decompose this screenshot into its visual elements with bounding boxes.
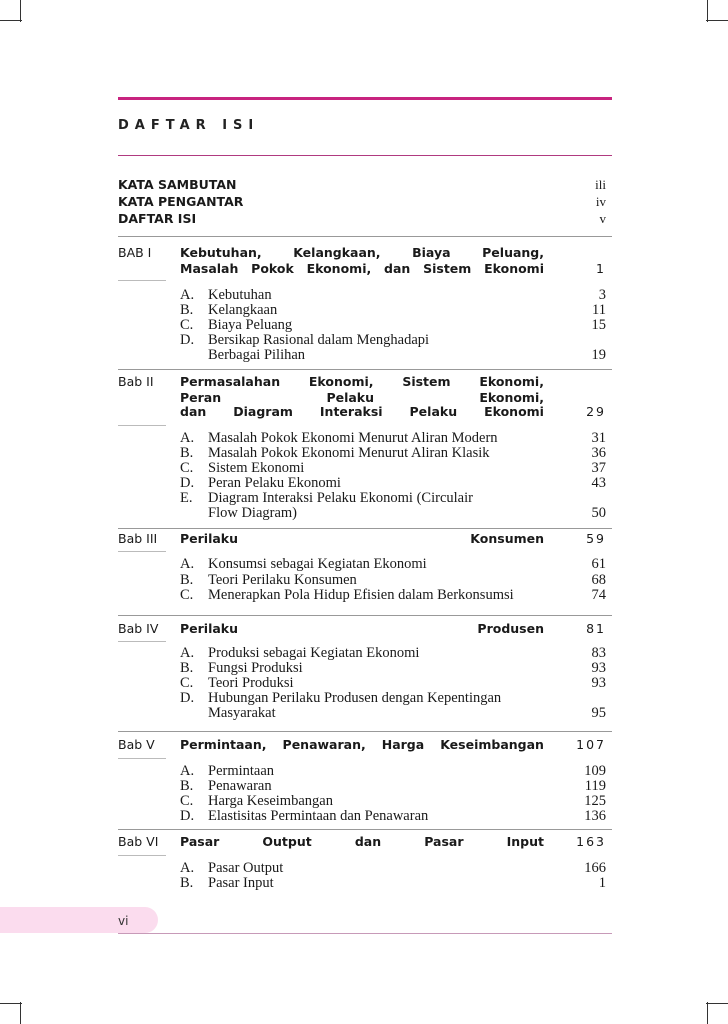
- subsection-page: 125: [584, 793, 606, 809]
- crop-mark: [706, 1003, 728, 1004]
- chapter-separator: [118, 528, 612, 529]
- subsection-title: Masalah Pokok Ekonomi Menurut Aliran Klasik: [208, 445, 490, 461]
- subsection-letter: C.: [180, 675, 194, 691]
- subsection-letter: B.: [180, 445, 194, 461]
- subsection-title: Biaya Peluang: [208, 317, 293, 333]
- subsection-letter: B.: [180, 778, 194, 794]
- subsection-page: 1: [598, 875, 606, 891]
- front-matter-label: KATA PENGANTAR: [118, 194, 244, 209]
- chapter-title-word: Sistem: [402, 374, 451, 389]
- chapter-title-word: Peran: [180, 390, 222, 405]
- chapter-title-line: [180, 261, 544, 276]
- chapter-title-word: Pelaku: [326, 390, 375, 405]
- subsection-item: [180, 875, 612, 890]
- subsection-page: 15: [591, 317, 606, 333]
- subsection-title: Peran Pelaku Ekonomi: [208, 475, 341, 491]
- chapter-title-line: [180, 531, 544, 546]
- subsection-title: Penawaran: [208, 778, 272, 794]
- crop-mark: [0, 1003, 22, 1004]
- chapter-separator: [118, 615, 612, 616]
- crop-mark: [706, 20, 728, 21]
- subsection-letter: C.: [180, 317, 194, 333]
- subsection-letter: A.: [180, 763, 195, 779]
- subsection-title: Kebutuhan: [208, 287, 272, 303]
- chapter-title-word: Pasar: [180, 834, 220, 849]
- subsection-item: [180, 587, 612, 602]
- subsection-letter: D.: [180, 332, 195, 348]
- chapter-title-word: Masalah: [180, 261, 239, 276]
- subsection-item: [180, 445, 612, 460]
- chapter-title-line: [180, 374, 544, 389]
- subsection-item: [180, 572, 612, 587]
- subsection-page: 43: [591, 475, 606, 491]
- subsection-letter: B.: [180, 875, 194, 891]
- subsection-letter: A.: [180, 287, 195, 303]
- chapter-subrule: [118, 551, 166, 552]
- subsection-title: Flow Diagram): [208, 505, 297, 521]
- subsection-letter: B.: [180, 302, 194, 318]
- subsection-letter: C.: [180, 587, 194, 603]
- subsection-page: 119: [584, 778, 606, 794]
- chapter-title-word: Pokok: [251, 261, 294, 276]
- subsection-page: 3: [598, 287, 606, 303]
- subsection-letter: A.: [180, 430, 195, 446]
- subsection-title: Pasar Input: [208, 875, 274, 891]
- subsection-title: Teori Produksi: [208, 675, 294, 691]
- front-matter-row: [118, 177, 612, 193]
- chapter-title-word: Peluang,: [482, 245, 544, 260]
- chapter-title-word: Sistem: [423, 261, 472, 276]
- chapter-title-word: Pasar: [424, 834, 464, 849]
- chapter-title-word: dan: [354, 834, 382, 849]
- subsection-title: Diagram Interaksi Pelaku Ekonomi (Circulair: [208, 490, 473, 506]
- chapter-title-word: Diagram: [233, 404, 293, 419]
- front-matter-page: iv: [595, 194, 606, 209]
- subsection-item: [180, 556, 612, 571]
- subsection-item: [180, 475, 612, 490]
- crop-mark: [20, 1002, 21, 1024]
- chapter-number: Bab II: [118, 374, 154, 389]
- subsection-letter: C.: [180, 793, 194, 809]
- subsection-item: [180, 778, 612, 793]
- chapter-title-word: dan: [384, 261, 411, 276]
- subsection-page: 74: [591, 587, 606, 603]
- chapter-number: Bab IV: [118, 621, 159, 636]
- subsection-title: Bersikap Rasional dalam Menghadapi: [208, 332, 430, 348]
- page-number: vi: [118, 914, 129, 928]
- chapter-separator: [118, 369, 612, 370]
- title-rule: [118, 155, 612, 156]
- chapter-title-line: [180, 390, 544, 405]
- chapter-title-word: Penawaran,: [282, 737, 366, 752]
- subsection-letter: A.: [180, 645, 195, 661]
- chapter-title-word: Biaya: [412, 245, 451, 260]
- chapter-title-word: Ekonomi: [484, 261, 544, 276]
- subsection-letter: A.: [180, 860, 195, 876]
- subsection-item: [180, 763, 612, 778]
- chapter-title-word: Ekonomi,: [479, 374, 544, 389]
- subsection-page: 31: [591, 430, 606, 446]
- chapter-separator: [118, 731, 612, 732]
- subsection-page: 166: [584, 860, 606, 876]
- subsection-title: Konsumsi sebagai Kegiatan Ekonomi: [208, 556, 427, 572]
- subsection-item: [180, 675, 612, 690]
- subsection-page: 136: [584, 808, 606, 824]
- subsection-item: [180, 460, 612, 475]
- page-title: DAFTAR ISI: [118, 118, 260, 133]
- chapter-title-word: Ekonomi,: [479, 390, 544, 405]
- subsection-item: [180, 430, 612, 445]
- chapter-separator: [118, 236, 612, 237]
- chapter-page: 1: [596, 261, 606, 276]
- subsection-page: 95: [591, 705, 606, 721]
- bottom-rule: [118, 933, 612, 934]
- subsection-title: Hubungan Perilaku Produsen dengan Kepentingan: [208, 690, 502, 706]
- subsection-title: Pasar Output: [208, 860, 284, 876]
- subsection-title: Sistem Ekonomi: [208, 460, 305, 476]
- chapter-title-line: [180, 737, 544, 752]
- subsection-letter: B.: [180, 660, 194, 676]
- subsection-title: Permintaan: [208, 763, 275, 779]
- chapter-title-line: [180, 404, 544, 419]
- chapter-title-word: Kebutuhan,: [180, 245, 262, 260]
- chapter-title-line: [180, 245, 544, 260]
- subsection-page: 68: [591, 572, 606, 588]
- subsection-page: 36: [591, 445, 606, 461]
- chapter-title-word: dan: [180, 404, 207, 419]
- chapter-title-word: Keseimbangan: [440, 737, 544, 752]
- subsection-item: [180, 860, 612, 875]
- chapter-separator: [118, 829, 612, 830]
- subsection-letter: A.: [180, 556, 195, 572]
- subsection-page: 11: [592, 302, 606, 318]
- chapter-page: 29: [586, 404, 606, 419]
- chapter-number: Bab III: [118, 531, 158, 546]
- chapter-title-word: Input: [506, 834, 544, 849]
- subsection-page: 61: [591, 556, 606, 572]
- chapter-number: Bab VI: [118, 834, 159, 849]
- subsection-letter: C.: [180, 460, 194, 476]
- subsection-title: Elastisitas Permintaan dan Penawaran: [208, 808, 429, 824]
- chapter-title-word: Pelaku: [409, 404, 458, 419]
- subsection-title: Harga Keseimbangan: [208, 793, 333, 809]
- chapter-title-word: Perilaku: [180, 621, 239, 636]
- chapter-number: BAB I: [118, 245, 152, 260]
- subsection-title: Berbagai Pilihan: [208, 347, 306, 363]
- subsection-item: [180, 660, 612, 675]
- subsection-item: [180, 490, 612, 520]
- subsection-item: [180, 332, 612, 362]
- subsection-title: Menerapkan Pola Hidup Efisien dalam Berkonsumsi: [208, 587, 514, 603]
- subsection-item: [180, 287, 612, 302]
- front-matter-label: DAFTAR ISI: [118, 211, 197, 226]
- subsection-item: [180, 317, 612, 332]
- subsection-title: Produksi sebagai Kegiatan Ekonomi: [208, 645, 420, 661]
- crop-mark: [0, 20, 22, 21]
- chapter-subrule: [118, 425, 166, 426]
- chapter-title-word: Ekonomi: [484, 404, 544, 419]
- chapter-page: 107: [576, 737, 606, 752]
- subsection-page: 93: [591, 675, 606, 691]
- chapter-page: 81: [586, 621, 606, 636]
- top-accent-rule: [118, 97, 612, 100]
- subsection-letter: D.: [180, 475, 195, 491]
- subsection-item: [180, 690, 612, 720]
- front-matter-row: [118, 211, 612, 227]
- chapter-title-word: Produsen: [477, 621, 544, 636]
- chapter-subrule: [118, 641, 166, 642]
- chapter-page: 163: [576, 834, 606, 849]
- subsection-page: 83: [591, 645, 606, 661]
- chapter-number: Bab V: [118, 737, 155, 752]
- subsection-title: Masalah Pokok Ekonomi Menurut Aliran Modern: [208, 430, 498, 446]
- subsection-page: 19: [591, 347, 606, 363]
- subsection-letter: E.: [180, 490, 193, 506]
- crop-mark: [707, 0, 708, 22]
- front-matter-label: KATA SAMBUTAN: [118, 177, 237, 192]
- subsection-item: [180, 302, 612, 317]
- chapter-title-word: Ekonomi,: [306, 261, 372, 276]
- subsection-letter: D.: [180, 690, 195, 706]
- chapter-title-word: Kelangkaan,: [293, 245, 381, 260]
- subsection-item: [180, 645, 612, 660]
- subsection-title: Teori Perilaku Konsumen: [208, 572, 357, 588]
- crop-mark: [20, 0, 21, 22]
- chapter-subrule: [118, 855, 166, 856]
- chapter-title-word: Interaksi: [319, 404, 383, 419]
- chapter-page: 59: [586, 531, 606, 546]
- subsection-title: Fungsi Produksi: [208, 660, 303, 676]
- subsection-item: [180, 808, 612, 823]
- chapter-title-word: Konsumen: [470, 531, 544, 546]
- chapter-title-word: Permasalahan: [180, 374, 281, 389]
- chapter-title-word: Ekonomi,: [308, 374, 374, 389]
- subsection-letter: D.: [180, 808, 195, 824]
- subsection-page: 93: [591, 660, 606, 676]
- chapter-subrule: [118, 280, 166, 281]
- chapter-title-line: [180, 834, 544, 849]
- subsection-item: [180, 793, 612, 808]
- chapter-title-word: Perilaku: [180, 531, 239, 546]
- crop-mark: [707, 1002, 708, 1024]
- subsection-page: 109: [584, 763, 606, 779]
- subsection-title: Kelangkaan: [208, 302, 278, 318]
- chapter-title-word: Output: [262, 834, 312, 849]
- subsection-page: 50: [591, 505, 606, 521]
- front-matter-page: v: [599, 211, 606, 226]
- chapter-title-word: Harga: [381, 737, 425, 752]
- page-number-tab: [0, 907, 158, 933]
- front-matter-page: ili: [595, 177, 606, 192]
- subsection-title: Masyarakat: [208, 705, 276, 721]
- chapter-subrule: [118, 758, 166, 759]
- chapter-title-line: [180, 621, 544, 636]
- subsection-letter: B.: [180, 572, 194, 588]
- chapter-title-word: Permintaan,: [180, 737, 267, 752]
- front-matter-row: [118, 194, 612, 210]
- subsection-page: 37: [591, 460, 606, 476]
